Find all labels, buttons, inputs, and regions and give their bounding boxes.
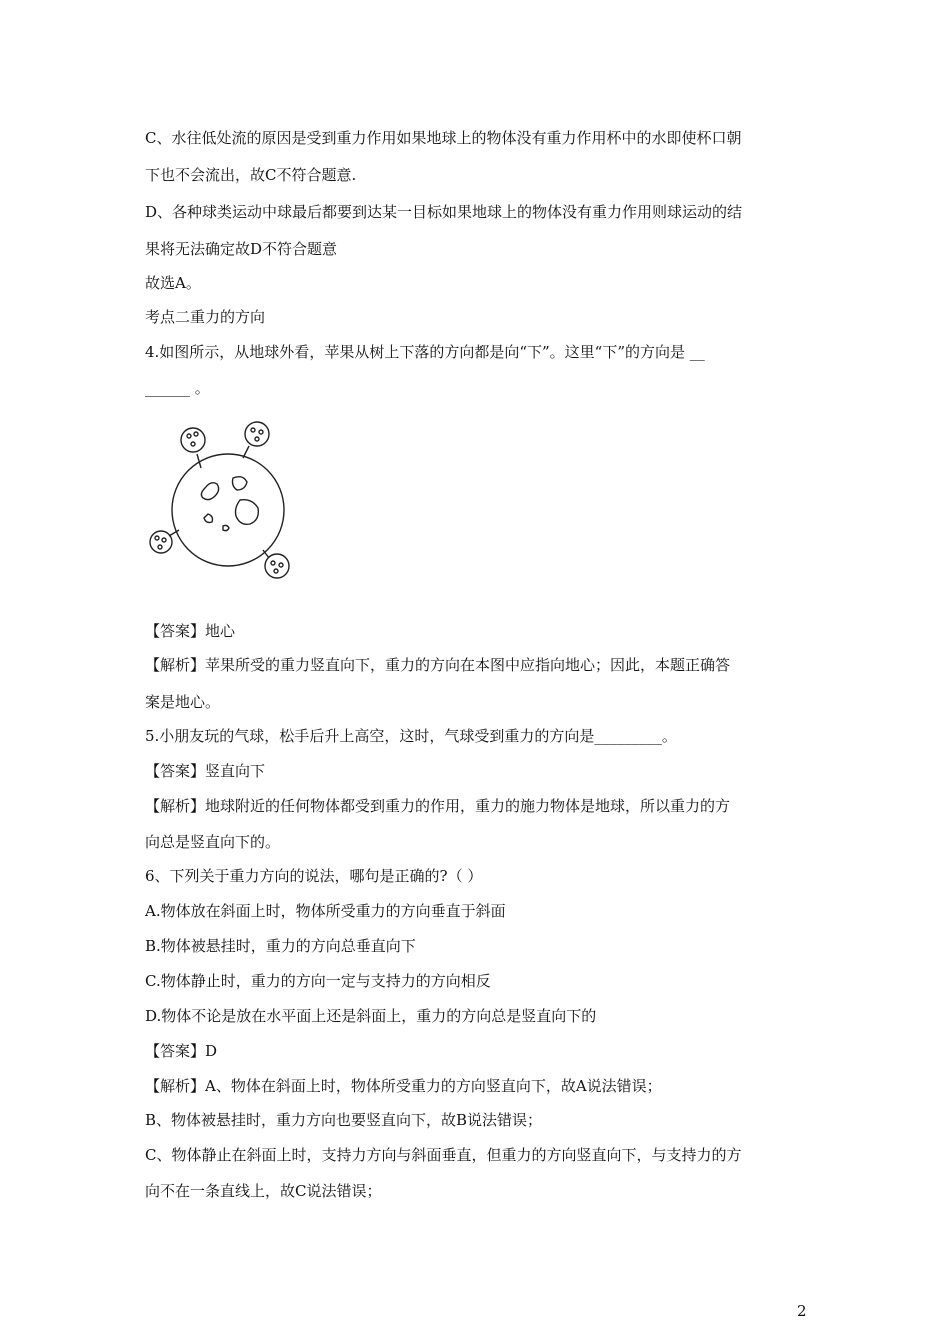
- option-b: B.物体被悬挂时，重力的方向总垂直向下: [145, 937, 416, 955]
- tree-top-right-icon: [243, 422, 269, 458]
- earth-icon: [172, 454, 284, 566]
- analysis-4-line-2: 案是地心。: [145, 693, 221, 711]
- analysis-6-line-3: C、物体静止在斜面上时，支持力方向与斜面垂直，但重力的方向竖直向下，与支持力的方: [145, 1146, 742, 1164]
- analysis-4-line-1: 【解析】苹果所受的重力竖直向下，重力的方向在本图中应指向地心；因此，本题正确答: [145, 656, 731, 674]
- analysis-6-line-4: 向不在一条直线上，故C说法错误；: [145, 1182, 382, 1200]
- line-1: C、水往低处流的原因是受到重力作用如果地球上的物体没有重力作用杯中的水即使杯口朝: [145, 129, 742, 147]
- tree-top-left-icon: [181, 428, 205, 468]
- earth-with-trees-figure: [145, 418, 295, 583]
- question-6: 6、下列关于重力方向的说法，哪句是正确的?（ ）: [145, 867, 483, 885]
- option-d: D.物体不论是放在水平面上还是斜面上，重力的方向总是竖直向下的: [145, 1007, 597, 1025]
- question-4: 4.如图所示，从地球外看，苹果从树上下落的方向都是向“下”。这里“下”的方向是 __: [145, 343, 705, 361]
- option-c: C.物体静止时，重力的方向一定与支持力的方向相反: [145, 972, 491, 990]
- analysis-5-line-1: 【解析】地球附近的任何物体都受到重力的作用，重力的施力物体是地球，所以重力的方: [145, 797, 731, 815]
- answer-5: 【答案】竖直向下: [145, 762, 266, 780]
- analysis-6-line-1: 【解析】A、物体在斜面上时，物体所受重力的方向竖直向下，故A说法错误；: [145, 1077, 662, 1095]
- tree-bottom-right-icon: [263, 550, 289, 578]
- question-5: 5.小朋友玩的气球，松手后升上高空，这时，气球受到重力的方向是_________。: [145, 727, 677, 745]
- option-a: A.物体放在斜面上时，物体所受重力的方向垂直于斜面: [145, 902, 506, 920]
- answer-4: 【答案】地心: [145, 622, 236, 640]
- analysis-6-line-2: B、物体被悬挂时，重力方向也要竖直向下，故B说法错误；: [145, 1111, 543, 1129]
- line-5: 故选A。: [145, 274, 201, 292]
- line-3: D、各种球类运动中球最后都要到达某一目标如果地球上的物体没有重力作用则球运动的结: [145, 203, 743, 221]
- tree-bottom-left-icon: [150, 530, 179, 553]
- page-number: 2: [797, 1302, 807, 1320]
- line-4: 果将无法确定故D不符合题意: [145, 240, 338, 258]
- line-2: 下也不会流出，故C不符合题意.: [145, 166, 357, 184]
- section-heading: 考点二重力的方向: [145, 308, 266, 326]
- question-4-blank: ______ 。: [145, 379, 210, 397]
- answer-6: 【答案】D: [145, 1042, 218, 1060]
- analysis-5-line-2: 向总是竖直向下的。: [145, 833, 281, 851]
